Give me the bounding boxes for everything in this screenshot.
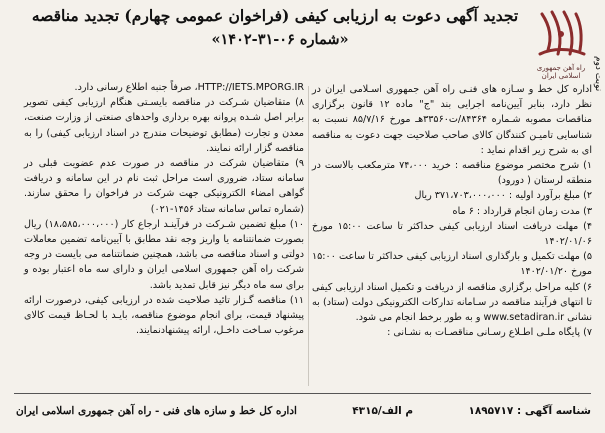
clause-1: ۱) شرح مختصر موضوع مناقصه : خرید ۷۴،۰۰۰ مترمکعب بالاست در منطقه لرستان ( دورود) [312, 160, 593, 187]
column-divider [308, 86, 309, 386]
notice-title: تجدید آگهی دعوت به ارزیابی کیفی (فراخوان عمومی چهارم) تجدید مناقصه [31, 6, 519, 25]
issuer-name: اداره کل خط و سازه های فنی - راه آهن جمهوری اسلامی ایران [16, 405, 297, 417]
logo-caption: راه آهن جمهوری اسلامی ایران [536, 64, 586, 80]
clause-9: ۹) متقاضیان شرکت در مناقصه در صورت عدم عضویت قبلی در سامانه ستاد، ضروری است مراحل ثبت نام در این سامانه و دریافت گواهی امضاء الکترونیکی جهت شرکت در فراخوان را محقق سازند.(شماره تماس سامانه ستاد ۱۴۵۶-۰۲۱) [24, 158, 304, 215]
notice-number: «شماره ۰۶-۳۱-۱۴۰۲» [211, 31, 349, 48]
right-column [312, 82, 592, 340]
clause-2: ۲) مبلغ برآورد اولیه : ۳۷۱،۷۰۳،۰۰۰،۰۰۰ ریال [414, 190, 592, 202]
left-column [24, 82, 304, 338]
clause-11: ۱۱) مناقصه گـزار تائید صلاحیت شده در ارزیابی کیفی، درصورت ارائه پیشنهاد قیمت، برای انجام موضوع مناقصه، بایـد با لحـاظ قیمت کالای مرغوب سـاخت داخـل، ارائه پیشنهادنمایند. [24, 294, 304, 337]
clause-7: ۷) پایگاه ملـی اطـلاع رسـانی مناقصـات به نشـانی : [387, 327, 592, 339]
clause-3: ۳) مدت زمان انجام قرارداد : ۶ ماه [452, 205, 592, 217]
clause-7-url: HTTP://IETS.MPORG.IR، صرفاً جنبه اطلاع رسانی دارد. [74, 82, 304, 93]
footer-divider [14, 393, 591, 394]
clause-10: ۱۰) مبلغ تضمین شـرکت در فرآینـد ارجاع کار (۱۸،۵۸۵،۰۰۰،۰۰۰) ریال بصورت ضمانتنامه یا واریز وجه نقد مطابق با آیین‌نامه تضمین معاملات دولتی و اسناد مناقصه می باشد، همچنین ضمانتنامه می بایست در وجه شرکت راه آهن جمهوری اسلامی ایران و دارای سه ماه اعتبار بوده و برای سه ماه دیگر نیز قابل تمدید باشد. [24, 218, 304, 291]
ad-number: شناسه آگهی : ۱۸۹۵۷۱۷ [468, 405, 591, 417]
clause-5: ۵) مهلت تکمیل و بارگذاری اسناد ارزیابی کیفی حداکثر تا ساعت ۱۵:۰۰ مورخ ۱۴۰۲/۰۱/۲۰ [312, 251, 592, 278]
clause-6: ۶) کلیه مراحل برگزاری مناقصه از دریافت و تکمیل اسناد ارزیابی کیفی تا انتهای فرآیند مناقصه در سـامانه تدارکات الکترونیکی دولت (ستاد) به نشانی www.setadiran.ir و به طور برخط انجام می شود. [312, 281, 592, 324]
publication-round-tag: نوبت دوم [593, 56, 603, 92]
clause-4: ۴) مهلت دریافت اسناد ارزیابی کیفی حداکثر تا ساعت ۱۵:۰۰ مورخ ۱۴۰۲/۰۱/۰۶ [312, 220, 592, 248]
clause-8: ۸) متقاضیان شـرکت در مناقصه بایسـتی هنگام ارزیابی کیفی تصویر برابر اصل شـده پروانه بهره برداری واحدهای صنعتی از وزارت صنعت، معدن و تجارت (مطابق توضیحات مندرج در اسناد ارزیابی کیفی) را به مناقصه گزار ارائه نمایند. [24, 97, 304, 154]
footer [16, 400, 591, 422]
file-number: م الف/۴۳۱۵ [352, 405, 414, 417]
intro-paragraph: اداره کل خط و سـازه های فنـی راه آهن جمهوری اسـلامی ایران در نظر دارد، بنابر آیین‌نامه اجرایی بند "ج" ماده ۱۲ قانون برگزاری مناقصات مصوبه شـماره ۸۴۳۶۴/ت۳۳۵۶۰هـ مورخ ۸۵/۷/۱۶ نسبت به شناسایی تامیـن کنندگان کالای صاحب صلاحیت جهت دعوت به مناقصه ای به شرح زیر اقدام نماید : [312, 84, 592, 156]
